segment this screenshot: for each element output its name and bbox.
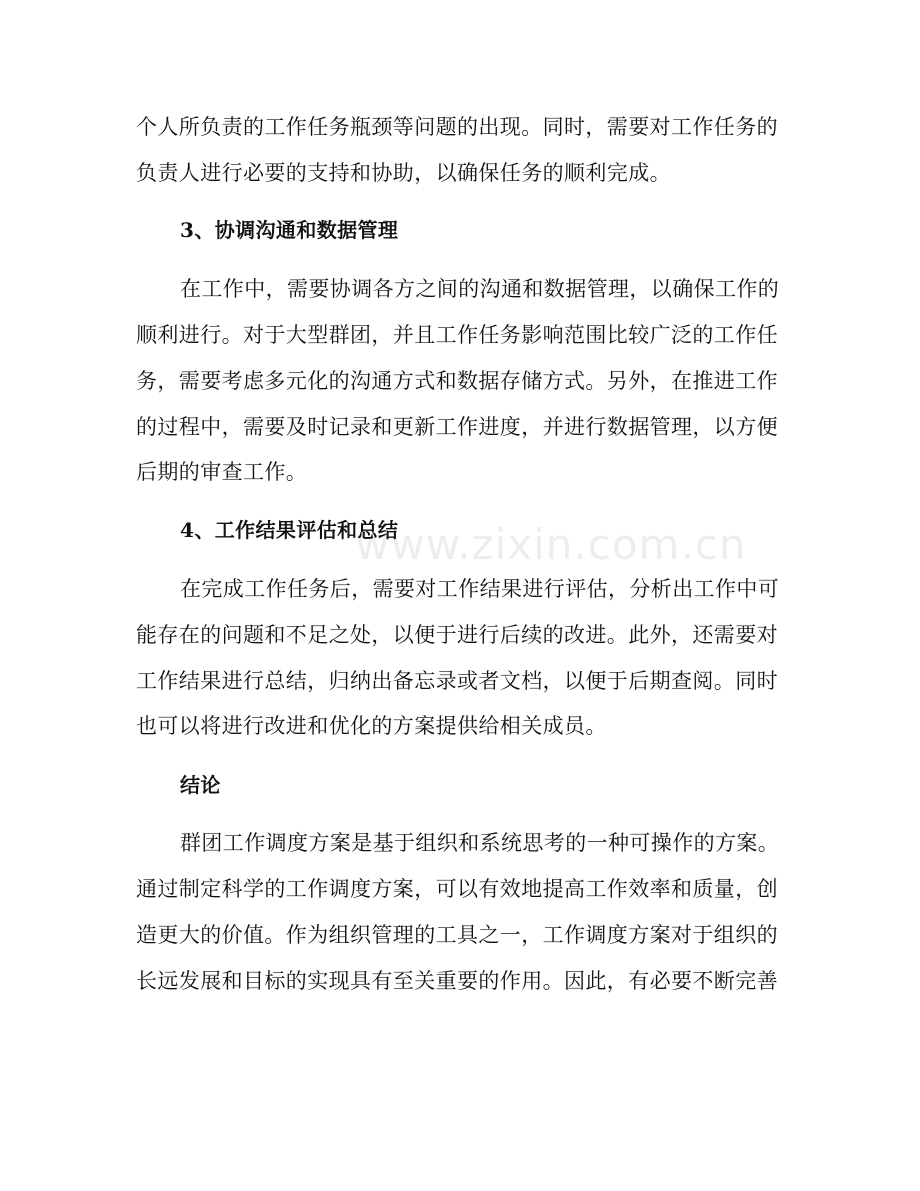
- paragraph-line: 个人所负责的工作任务瓶颈等问题的出现。同时，需要对工作任务的: [136, 115, 778, 139]
- paragraph-line: 务，需要考虑多元化的沟通方式和数据存储方式。另外，在推进工作: [136, 369, 778, 393]
- paragraph-line: 群团工作调度方案是基于组织和系统思考的一种可操作的方案。: [180, 831, 780, 855]
- paragraph-line: 后期的审查工作。: [136, 460, 308, 484]
- paragraph-line: 通过制定科学的工作调度方案，可以有效地提高工作效率和质量，创: [136, 877, 778, 901]
- paragraph-line: 的过程中，需要及时记录和更新工作进度，并进行数据管理，以方便: [136, 415, 778, 439]
- section-heading-4: 4、工作结果评估和总结: [180, 518, 399, 542]
- section-heading-3: 3、协调沟通和数据管理: [180, 218, 399, 242]
- conclusion-heading: 结论: [180, 773, 221, 797]
- paragraph-line: 在完成工作任务后，需要对工作结果进行评估，分析出工作中可: [180, 577, 780, 601]
- paragraph-line: 造更大的价值。作为组织管理的工具之一，工作调度方案对于组织的: [136, 923, 778, 947]
- paragraph-line: 也可以将进行改进和优化的方案提供给相关成员。: [136, 714, 607, 738]
- paragraph-line: 在工作中，需要协调各方之间的沟通和数据管理，以确保工作的: [180, 277, 780, 301]
- paragraph-line: 能存在的问题和不足之处，以便于进行后续的改进。此外，还需要对: [136, 623, 778, 647]
- paragraph-line: 长远发展和目标的实现具有至关重要的作用。因此，有必要不断完善: [136, 969, 778, 993]
- watermark: www.zixin.com.cn: [355, 520, 747, 569]
- paragraph-line: 顺利进行。对于大型群团，并且工作任务影响范围比较广泛的工作任: [136, 323, 778, 347]
- paragraph-line: 负责人进行必要的支持和协助，以确保任务的顺利完成。: [136, 161, 671, 185]
- paragraph-line: 工作结果进行总结，归纳出备忘录或者文档，以便于后期查阅。同时: [136, 669, 778, 693]
